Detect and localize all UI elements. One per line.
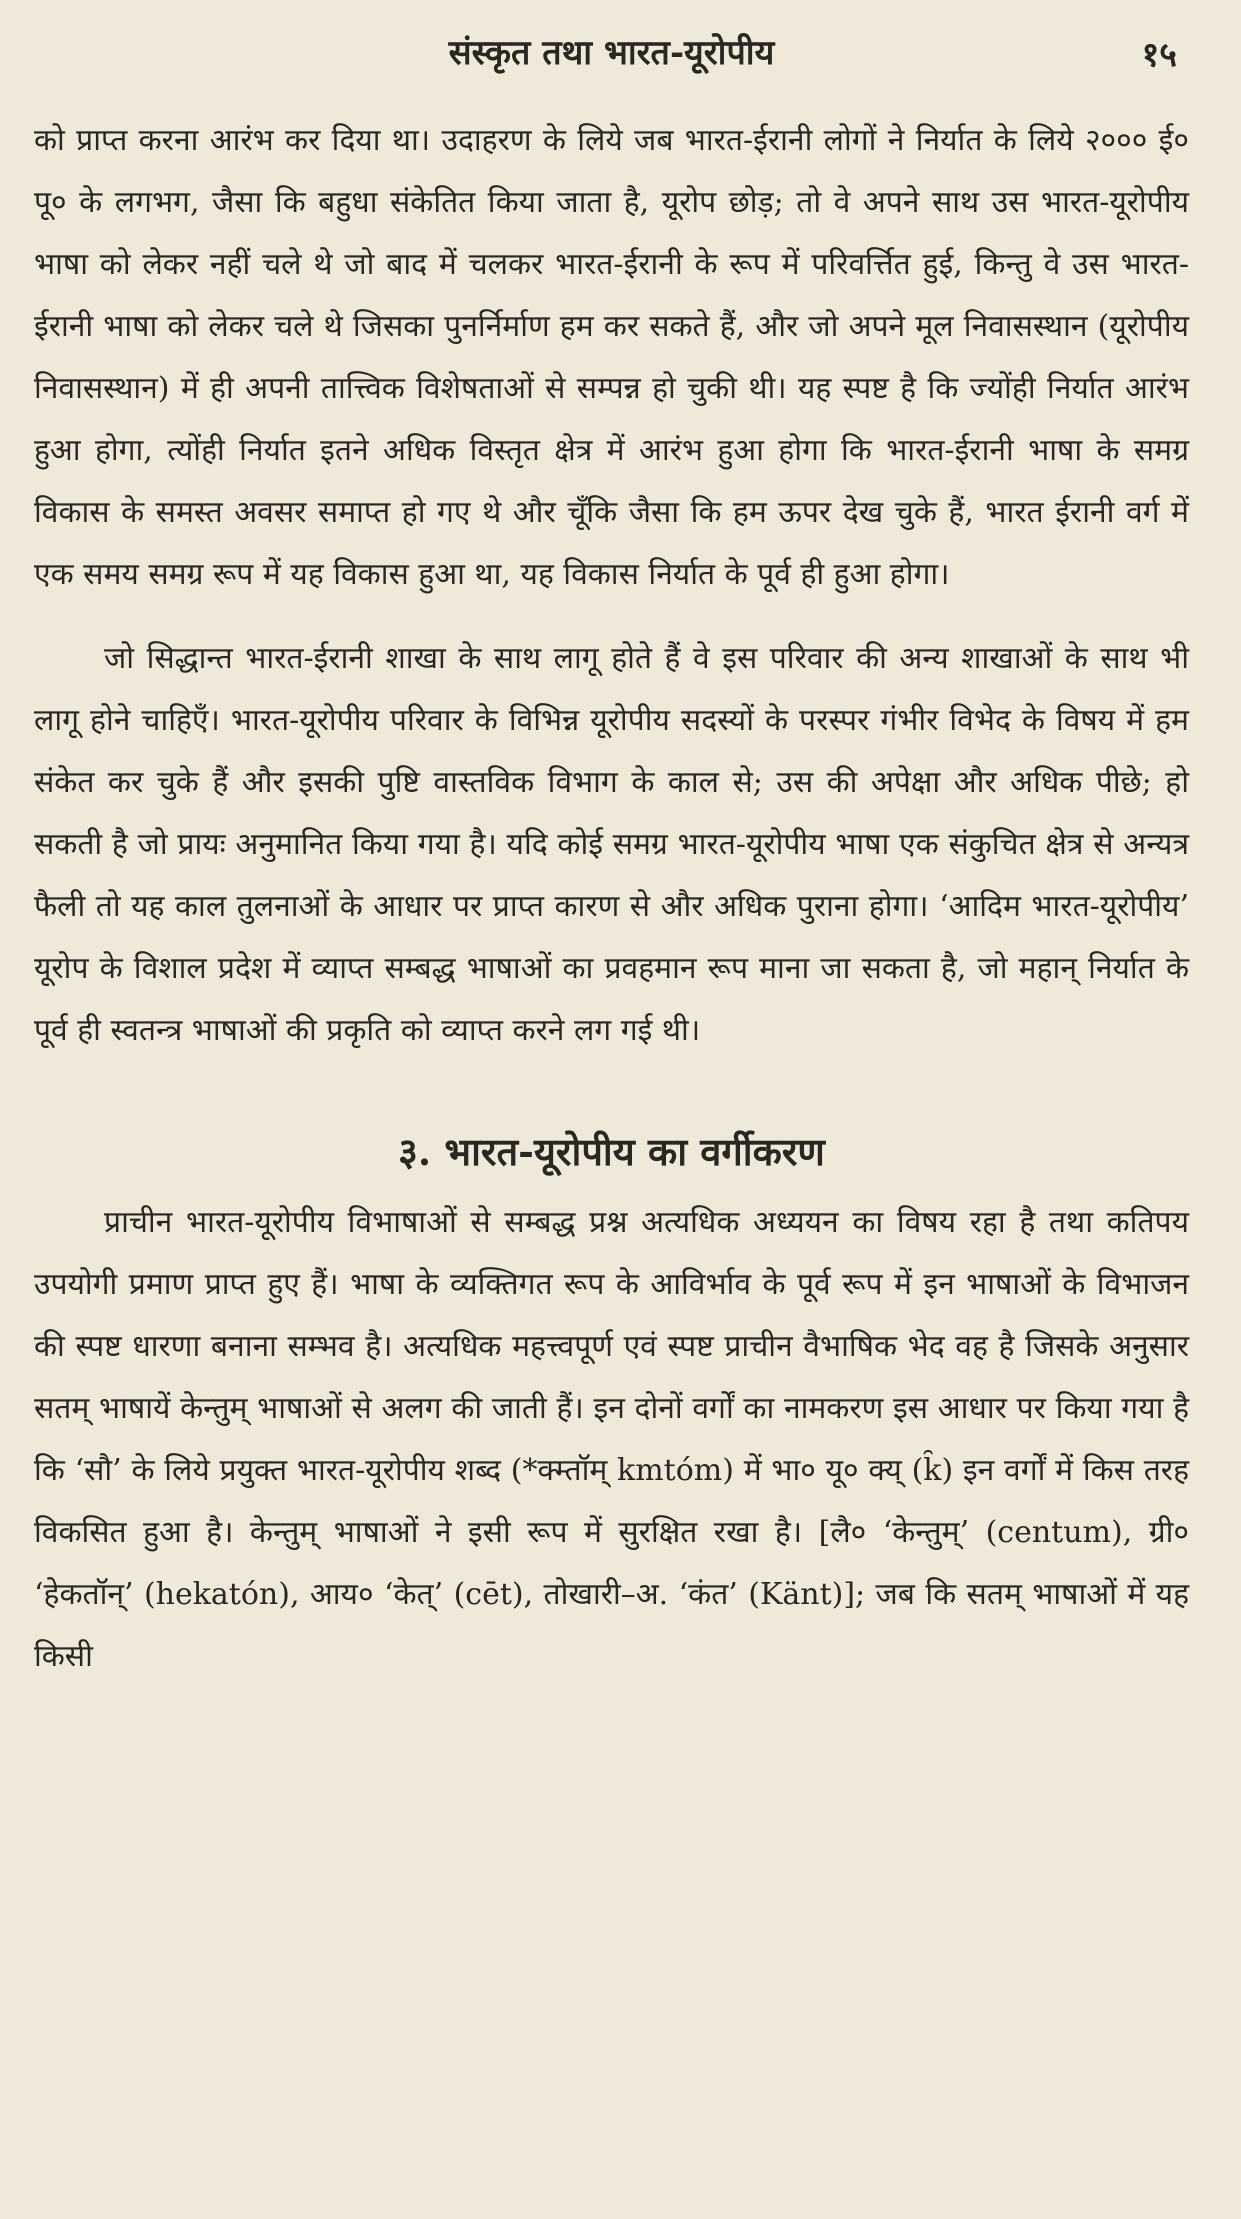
section-heading: ३. भारत-यूरोपीय का वर्गीकरण — [398, 1129, 825, 1174]
paragraph-2: जो सिद्धान्त भारत-ईरानी शाखा के साथ लागू होते हैं वे इस परिवार की अन्य शाखाओं के साथ भी लागू होने चाहिएँ। भारत-यूरोपीय परिवार के विभिन्न यूरोपीय सदस्यों के परस्पर गंभीर विभेद के विषय में हम संकेत कर चुके हैं और इसकी पुष्टि वास्तविक विभाग के काल से; उस की अपेक्षा और अधिक पीछे; हो सकती है जो प्रायः अनुमानित किया गया है। यदि कोई समग्र भारत-यूरोपीय भाषा एक संकुचित क्षेत्र से अन्यत्र फैली तो यह काल तुलनाओं के आधार पर प्राप्त कारण से और अधिक पुराना होगा। ‘आदिम भारत-यूरोपीय’ यूरोप के विशाल प्रदेश में व्याप्त सम्बद्ध भाषाओं का प्रवहमान रूप माना जा सकता है, जो महान् निर्यात के पूर्व ही स्वतन्त्र भाषाओं की प्रकृति को व्याप्त करने लग गई थी। — [34, 641, 1189, 1048]
page-number: १५ — [1141, 35, 1177, 75]
section-paragraph: प्राचीन भारत-यूरोपीय विभाषाओं से सम्बद्ध प्रश्न अत्यधिक अध्ययन का विषय रहा है तथा कतिपय उपयोगी प्रमाण प्राप्त हुए हैं। भाषा के व्यक्तिगत रूप के आविर्भाव के पूर्व रूप में इन भाषाओं के विभाजन की स्पष्ट धारणा बनाना सम्भव है। अत्यधिक महत्त्वपूर्ण एवं स्पष्ट प्राचीन वैभाषिक भेद वह है जिसके अनुसार सतम् भाषायें केन्तुम् भाषाओं से अलग की जाती हैं। इन दोनों वर्गों का नामकरण इस आधार पर किया गया है कि ‘सौ’ के लिये प्रयुक्त भारत-यूरोपीय शब्द (*क्म्तॉम् kmtóm) में भा० यू० क्य् (k̑) इन वर्गों में किस तरह विकसित हुआ है। केन्तुम् भाषाओं ने इसी रूप में सुरक्षित रखा है। [लै० ‘केन्तुम्’ (centum), ग्री० ‘हेकतॉन्’ (hekatón), आय० ‘केत्’ (cēt), तोखारी–अ. ‘कंत’ (Känt)]; जब कि सतम् भाषाओं में यह किसी — [34, 1205, 1189, 1674]
running-head — [34, 0, 1189, 110]
header-title: संस्कृत तथा भारत-यूरोपीय — [448, 33, 775, 73]
paragraph-1: को प्राप्त करना आरंभ कर दिया था। उदाहरण के लिये जब भारत-ईरानी लोगों ने निर्यात के लिये २००० ई० पू० के लगभग, जैसा कि बहुधा संकेतित किया जाता है, यूरोप छोड़; तो वे अपने साथ उस भारत-यूरोपीय भाषा को लेकर नहीं चले थे जो बाद में चलकर भारत-ईरानी के रूप में परिवर्त्तित हुई, किन्तु वे उस भारत-ईरानी भाषा को लेकर चले थे जिसका पुनर्निर्माण हम कर सकते हैं, और जो अपने मूल निवासस्थान (यूरोपीय निवासस्थान) में ही अपनी तात्त्विक विशेषताओं से सम्पन्न हो चुकी थी। यह स्पष्ट है कि ज्योंही निर्यात आरंभ हुआ होगा, त्योंही निर्यात इतने अधिक विस्तृत क्षेत्र में आरंभ हुआ होगा कि भारत-ईरानी भाषा के समग्र विकास के समस्त अवसर समाप्त हो गए थे और चूँकि जैसा कि हम ऊपर देख चुके हैं, भारत ईरानी वर्ग में एक समय समग्र रूप में यह विकास हुआ था, यह विकास निर्यात के पूर्व ही हुआ होगा। — [34, 123, 1189, 592]
